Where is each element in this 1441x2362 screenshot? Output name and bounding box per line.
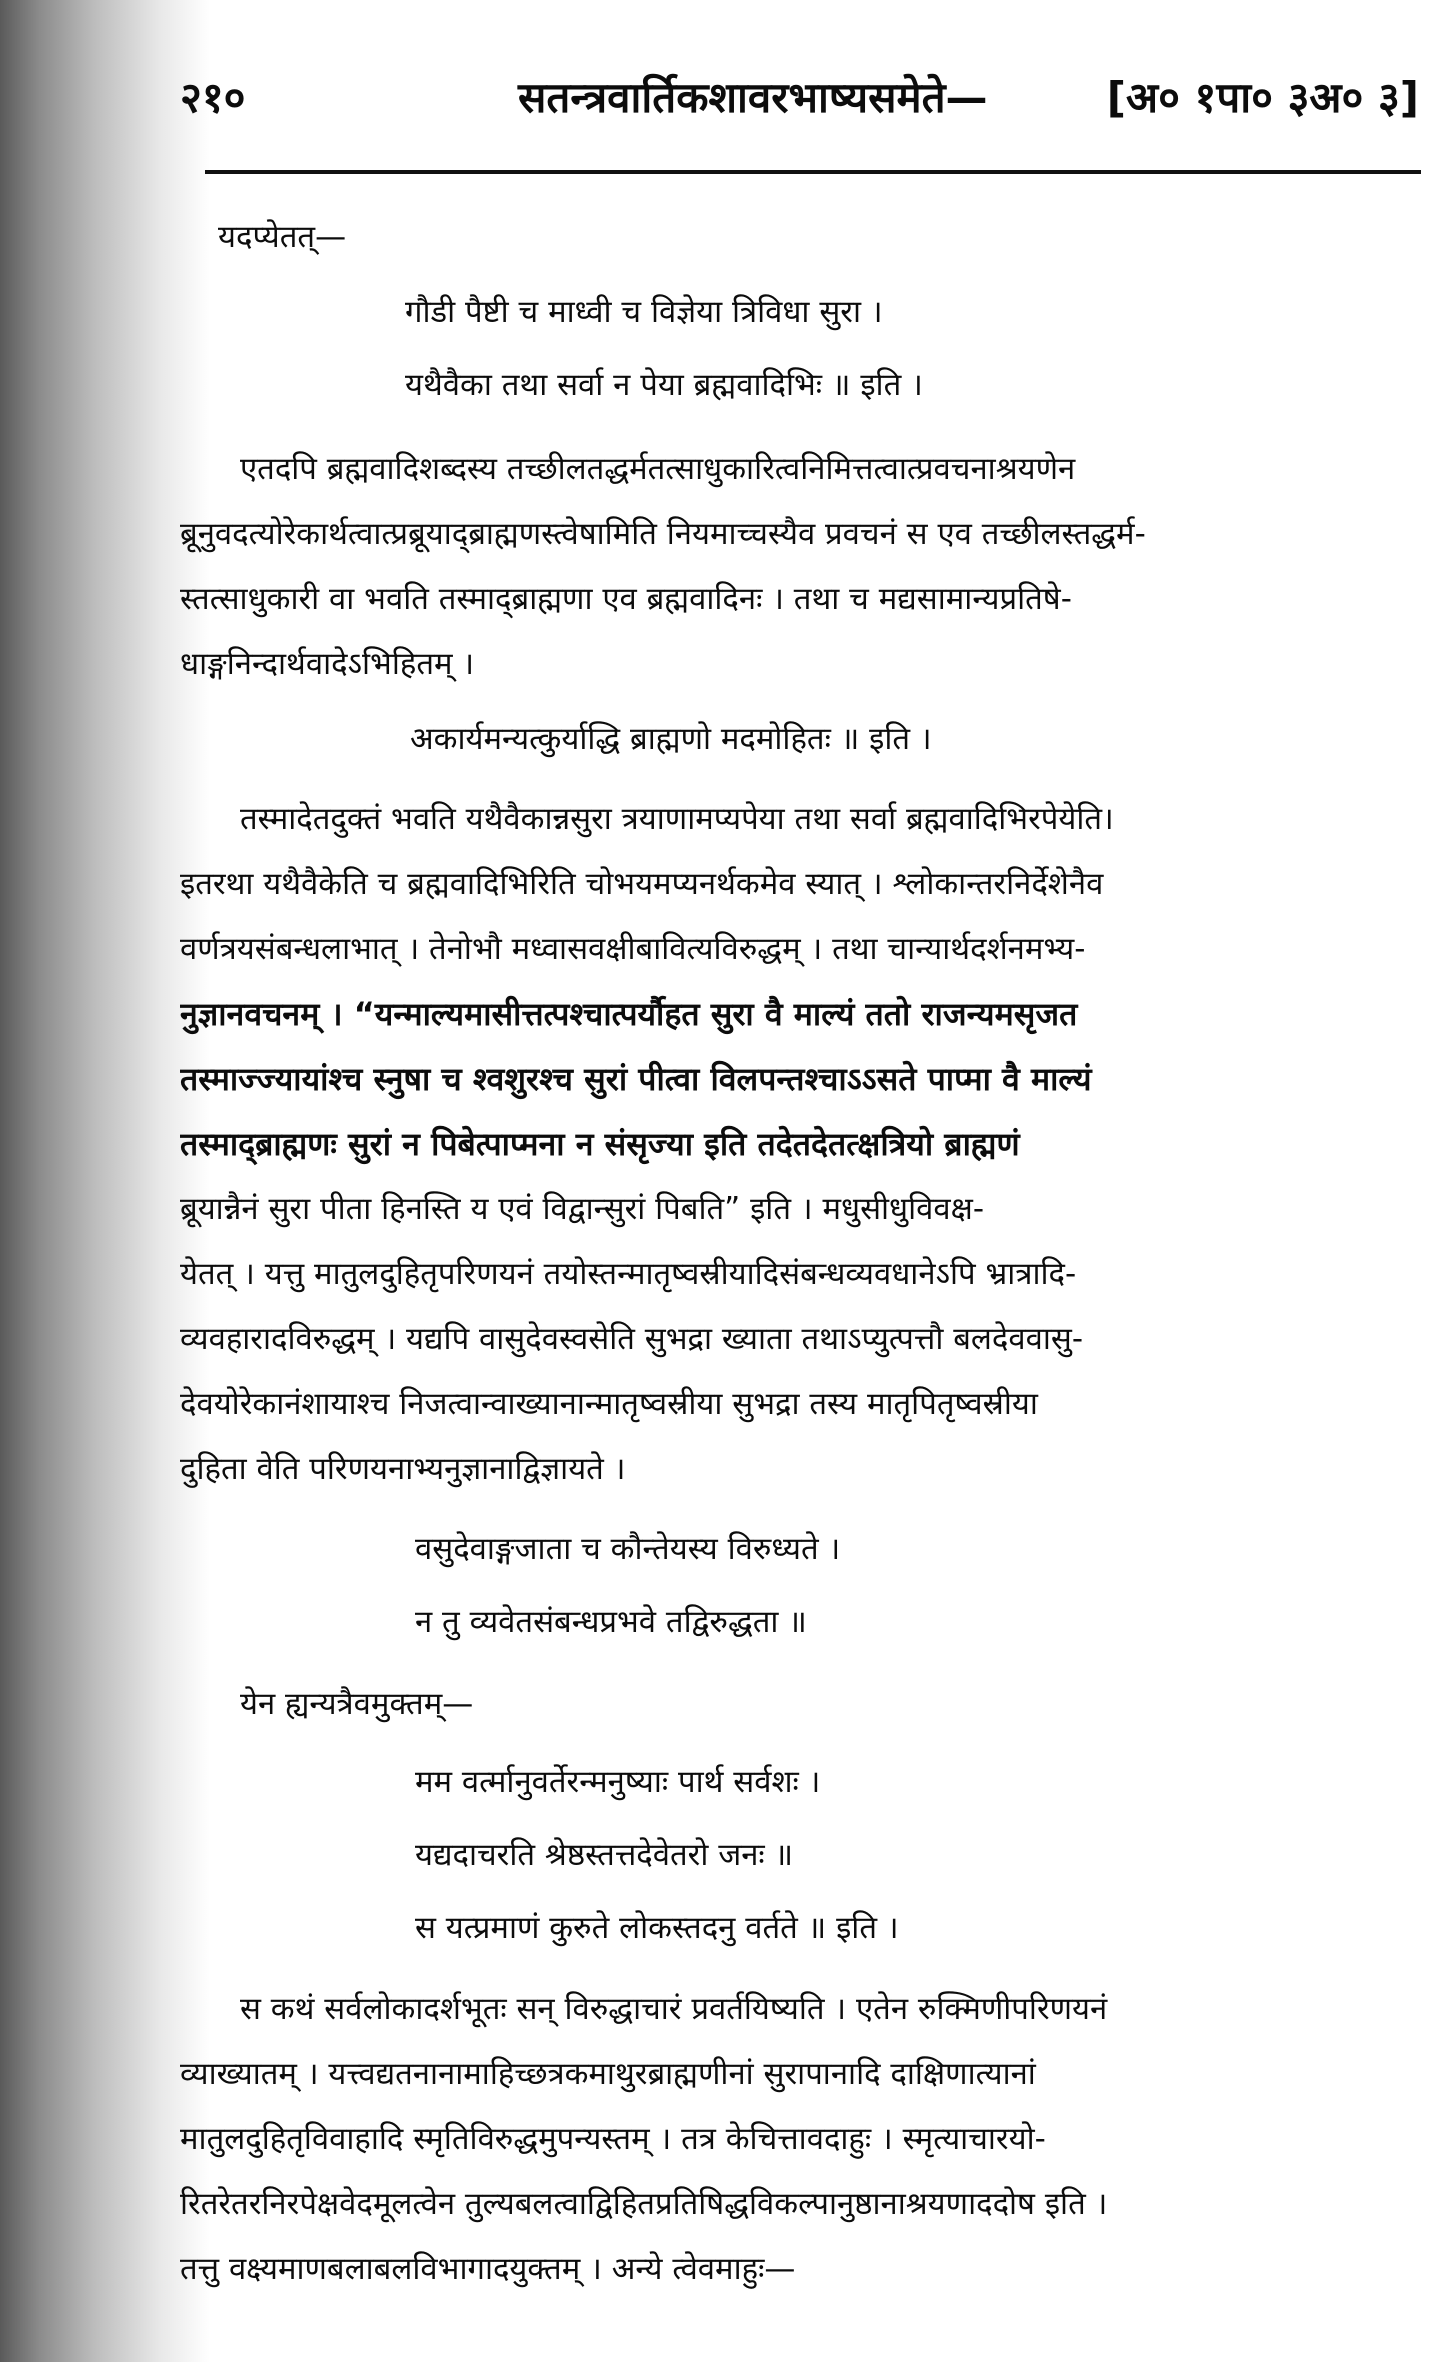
text-line: न तु व्यवेतसंबन्धप्रभवे तद्विरुद्धता ॥ [415,1604,807,1640]
page-number: २१० [180,73,246,122]
text-line: मातुलदुहितृविवाहादि स्मृतिविरुद्धमुपन्यस्तम् । तत्र केचित्तावदाहुः । स्मृत्याचारयो- [180,2121,1046,2157]
text-line: व्याख्यातम् । यत्त्वद्यतनानामाहिच्छत्रकमाथुरब्राह्मणीनां सुरापानादि दाक्षिणात्यानां [180,2056,1036,2092]
text-line: स कथं सर्वलोकादर्शभूतः सन् विरुद्धाचारं प्रवर्तयिष्यति । एतेन रुक्मिणीपरिणयनं [240,1991,1108,2027]
text-line: तस्मादेतदुक्तं भवति यथैवैकान्नसुरा त्रयाणामप्यपेया तथा सर्वा ब्रह्मवादिभिरपेयेति। [240,801,1114,837]
text-line: इतरथा यथैवैकेति च ब्रह्मवादिभिरिति चोभयमप्यनर्थकमेव स्यात् । श्लोकान्तरनिर्देशेनैव [180,866,1104,902]
text-line: येन ह्यन्यत्रैवमुक्तम्— [240,1686,474,1722]
text-line: व्यवहारादविरुद्धम् । यद्यपि वासुदेवस्वसेति सुभद्रा ख्याता तथाऽप्युत्पत्तौ बलदेववासु- [180,1321,1084,1357]
text-line: गौडी पैष्टी च माध्वी च विज्ञेया त्रिविधा सुरा । [405,294,883,330]
text-line: धाङ्गनिन्दार्थवादेऽभिहितम् । [180,646,475,682]
text-line: वर्णत्रयसंबन्धलाभात् । तेनोभौ मध्वासवक्षीबावित्यविरुद्धम् । तथा चान्यार्थदर्शनमभ्य- [180,931,1086,967]
text-line: देवयोरेकानंशायाश्च निजत्वान्वाख्यानान्मातृष्वस्रीया सुभद्रा तस्य मातृपितृष्वस्रीया [180,1386,1038,1422]
text-line: मम वर्त्मानुवर्तेरन्मनुष्याः पार्थ सर्वशः । [415,1764,821,1800]
text-line: येतत् । यत्तु मातुलदुहितृपरिणयनं तयोस्तन्मातृष्वस्रीयादिसंबन्धव्यवधानेऽपि भ्रात्रादि- [180,1256,1077,1292]
text-line: तस्माज्ज्यायांश्च स्नुषा च श्वशुरश्च सुरां पीत्वा विलपन्तश्चाऽऽसते पाप्मा वै माल्यं [180,1060,1092,1098]
text-line: एतदपि ब्रह्मवादिशब्दस्य तच्छीलतद्धर्मतत्साधुकारित्वनिमित्तत्वात्प्रवचनाश्रयणेन [240,451,1076,487]
text-line: यदप्येतत्— [218,219,347,255]
text-line: ब्रूनुवदत्योरेकार्थत्वात्प्रब्रूयाद्ब्राह्मणस्त्वेषामिति नियमाच्चस्यैव प्रवचनं स एव तच्छीलस्तद्धर्म- [180,516,1146,552]
text-line: स यत्प्रमाणं कुरुते लोकस्तदनु वर्तते ॥ इति । [415,1910,899,1946]
text-line: तत्तु वक्ष्यमाणबलाबलविभागादयुक्तम् । अन्ये त्वेवमाहुः— [180,2251,796,2287]
text-line: रितरेतरनिरपेक्षवेदमूलत्वेन तुल्यबलत्वाद्विहितप्रतिषिद्धविकल्पानुष्ठानाश्रयणाददोष इति । [180,2186,1108,2222]
text-line: नुज्ञानवचनम् । “यन्माल्यमासीत्तत्पश्चात्पर्यौहत सुरा वै माल्यं ततो राजन्यमसृजत [180,995,1078,1033]
text-line: यथैवैका तथा सर्वा न पेया ब्रह्मवादिभिः ॥ इति । [405,367,923,403]
text-line: वसुदेवाङ्गजाता च कौन्तेयस्य विरुध्यते । [415,1531,841,1567]
text-line: ब्रूयान्नैनं सुरा पीता हिनस्ति य एवं विद्वान्सुरां पिबति” इति । मधुसीधुविवक्ष- [180,1191,985,1227]
text-line: स्तत्साधुकारी वा भवति तस्माद्ब्राह्मणा एव ब्रह्मवादिनः । तथा च मद्यसामान्यप्रतिषे- [180,581,1072,617]
section-reference: [अ० १पा० ३अ० ३] [1106,73,1419,122]
header-rule [205,170,1421,174]
running-title: सतन्त्रवार्तिकशावरभाष्यसमेते— [518,73,988,122]
text-line: दुहिता वेति परिणयनाभ्यनुज्ञानाद्विज्ञायते । [180,1451,626,1487]
text-line: अकार्यमन्यत्कुर्याद्धि ब्राह्मणो मदमोहितः ॥ इति । [410,721,932,757]
text-line: तस्माद्ब्राह्मणः सुरां न पिबेत्पाप्मना न संसृज्या इति तदेतदेतत्क्षत्रियो ब्राह्मणं [180,1125,1020,1163]
text-line: यद्यदाचरति श्रेष्ठस्तत्तदेवेतरो जनः ॥ [415,1837,794,1873]
